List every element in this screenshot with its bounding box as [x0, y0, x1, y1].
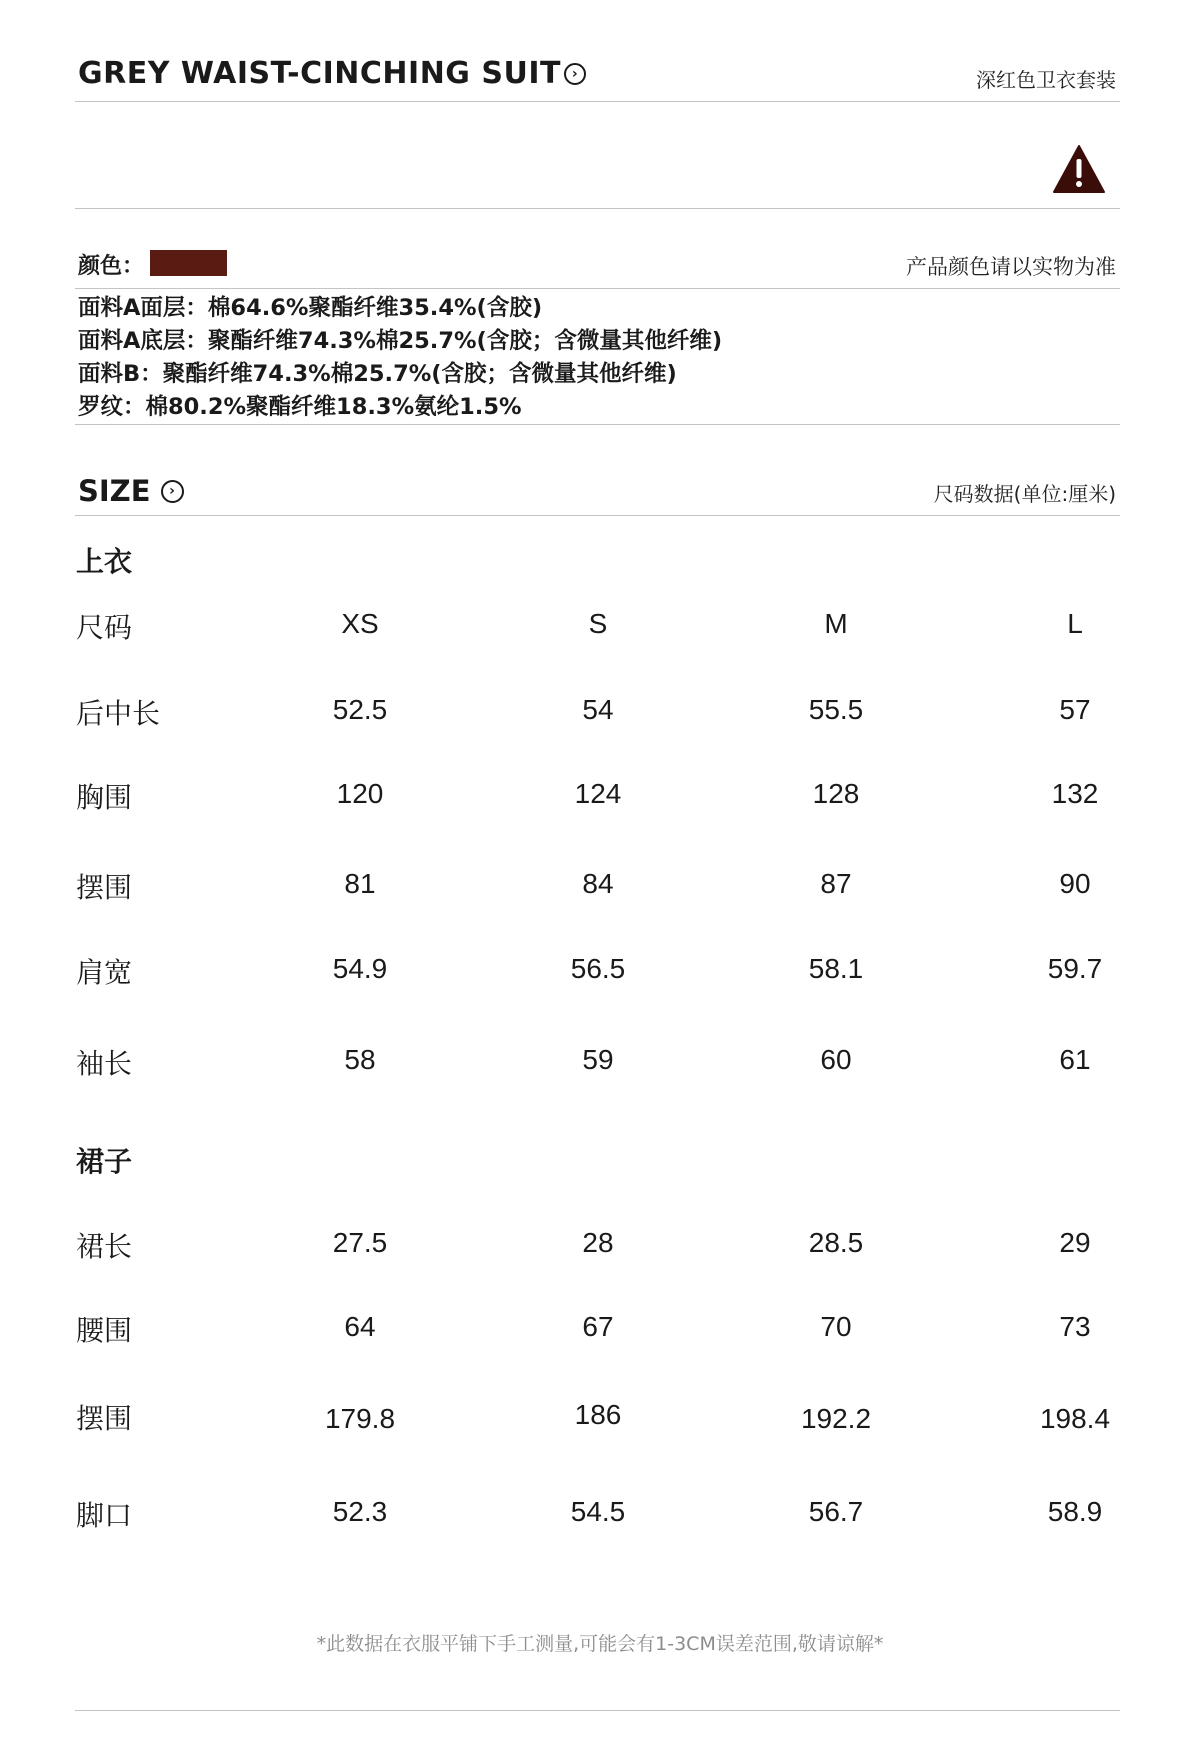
cell: 120: [336, 778, 384, 809]
row-label: 腰围: [76, 1314, 133, 1347]
color-label: 颜色：: [78, 254, 145, 279]
cell: 61: [1059, 1044, 1091, 1075]
size-col: XS: [341, 608, 379, 639]
section-title-skirt: 裙子: [76, 1145, 133, 1178]
cell: 59: [582, 1044, 614, 1075]
cell: 198.4: [1039, 1403, 1111, 1434]
cell: 58: [344, 1044, 376, 1075]
cell: 55.5: [808, 694, 864, 725]
cell: 29: [1059, 1227, 1091, 1258]
cell: 73: [1059, 1311, 1091, 1342]
cell: 54.9: [332, 953, 388, 984]
cell: 70: [820, 1311, 852, 1342]
table-row: [0, 776, 1200, 816]
table-row: [0, 866, 1200, 906]
color-note: 产品颜色请以实物为准: [906, 255, 1116, 279]
section-title-top: 上衣: [76, 545, 133, 578]
size-title-text: SIZE: [78, 474, 151, 508]
fabric-composition: [78, 292, 722, 424]
chevron-right-circle-icon: ›: [564, 63, 586, 85]
cell: 28: [582, 1227, 614, 1258]
table-row: [0, 1397, 1200, 1437]
size-col: S: [588, 608, 608, 639]
table-row: [0, 1309, 1200, 1349]
cell: 56.7: [808, 1496, 864, 1527]
fabric-line: 面料A底层：聚酯纤维74.3%棉25.7%(含胶；含微量其他纤维): [78, 328, 723, 354]
row-label: 摆围: [76, 871, 133, 904]
cell: 84: [582, 868, 614, 899]
cell: 81: [344, 868, 376, 899]
unit-note: 尺码数据(单位:厘米): [933, 482, 1116, 506]
row-label: 肩宽: [76, 956, 133, 989]
table-row: [0, 1494, 1200, 1534]
cell: 132: [1051, 778, 1099, 809]
table-row: [0, 692, 1200, 732]
cell: 59.7: [1047, 953, 1103, 984]
divider: [75, 1710, 1120, 1711]
table-row: [0, 951, 1200, 991]
divider: [75, 424, 1120, 425]
row-label: 后中长: [76, 697, 161, 730]
row-label: 摆围: [76, 1402, 133, 1435]
cell: 128: [812, 778, 860, 809]
size-header-row: [0, 606, 1200, 646]
row-label: 袖长: [76, 1047, 133, 1080]
chevron-right-circle-icon: ›: [161, 480, 184, 503]
cell: 58.1: [808, 953, 864, 984]
size-heading: [78, 474, 184, 508]
fabric-line: 面料A面层：棉64.6%聚酯纤维35.4%(含胶): [78, 295, 543, 321]
cell: 179.8: [324, 1403, 396, 1434]
page-title: [78, 56, 586, 91]
cell: 28.5: [808, 1227, 864, 1258]
cell: 27.5: [332, 1227, 388, 1258]
table-row: [0, 1042, 1200, 1082]
table-row: [0, 1225, 1200, 1265]
cell: 186: [574, 1399, 622, 1430]
divider: [75, 208, 1120, 209]
color-swatch: [150, 250, 227, 276]
fabric-line: 面料B：聚酯纤维74.3%棉25.7%(含胶；含微量其他纤维): [78, 361, 677, 387]
cell: 192.2: [800, 1403, 872, 1434]
title-text: GREY WAIST-CINCHING SUIT: [78, 56, 561, 91]
cell: 57: [1059, 694, 1091, 725]
cell: 52.5: [332, 694, 388, 725]
cell: 124: [574, 778, 622, 809]
cell: 54.5: [570, 1496, 626, 1527]
divider: [75, 101, 1120, 102]
row-label: 尺码: [76, 611, 133, 644]
cell: 58.9: [1047, 1496, 1103, 1527]
size-col: L: [1067, 608, 1083, 639]
row-label: 胸围: [76, 781, 133, 814]
warning-triangle-icon: [1052, 144, 1106, 194]
size-col: M: [824, 608, 848, 639]
cell: 54: [582, 694, 614, 725]
cell: 56.5: [570, 953, 626, 984]
cell: 52.3: [332, 1496, 388, 1527]
row-label: 裙长: [76, 1230, 133, 1263]
row-label: 脚口: [76, 1499, 133, 1532]
cell: 67: [582, 1311, 614, 1342]
cell: 87: [820, 868, 852, 899]
product-subtitle: 深红色卫衣套装: [976, 68, 1116, 92]
divider: [75, 515, 1120, 516]
cell: 90: [1059, 868, 1091, 899]
fabric-line: 罗纹：棉80.2%聚酯纤维18.3%氨纶1.5%: [78, 394, 522, 420]
divider: [75, 288, 1120, 289]
cell: 60: [820, 1044, 852, 1075]
measurement-footnote: *此数据在衣服平铺下手工测量,可能会有1-3CM误差范围,敬请谅解*: [316, 1633, 884, 1655]
cell: 64: [344, 1311, 376, 1342]
